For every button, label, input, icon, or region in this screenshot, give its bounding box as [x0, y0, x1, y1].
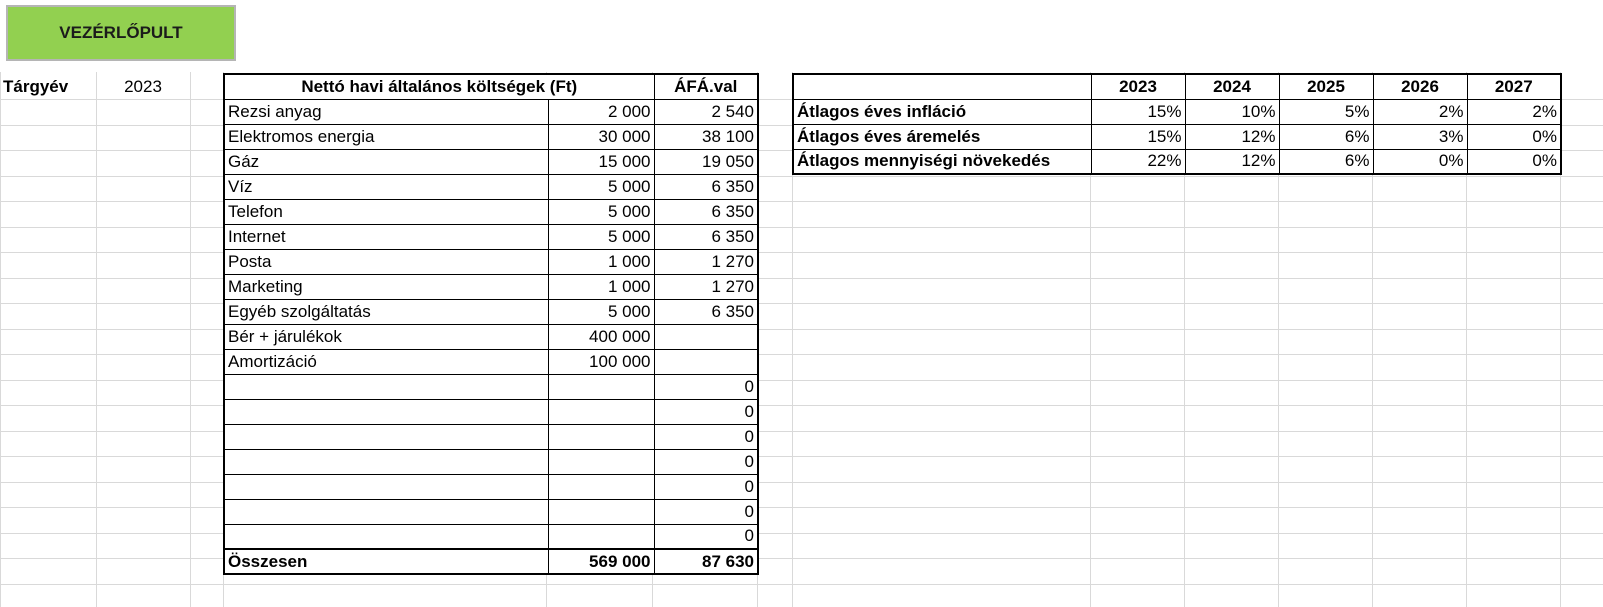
rate-value[interactable]: 12%	[1185, 149, 1279, 174]
rate-year-header: 2025	[1279, 74, 1373, 99]
rate-value[interactable]: 6%	[1279, 149, 1373, 174]
cost-item-name[interactable]: Internet	[224, 224, 548, 249]
cost-item-net[interactable]: 5 000	[548, 224, 654, 249]
rate-value[interactable]: 2%	[1467, 99, 1561, 124]
rate-value[interactable]: 10%	[1185, 99, 1279, 124]
cost-row	[224, 249, 758, 274]
dashboard-button[interactable]: VEZÉRLŐPULT	[6, 5, 236, 61]
cost-row	[224, 274, 758, 299]
cost-total-net[interactable]: 569 000	[548, 549, 654, 574]
rate-value[interactable]: 0%	[1467, 124, 1561, 149]
cost-item-vat[interactable]: 6 350	[654, 299, 758, 324]
cost-item-vat[interactable]: 0	[654, 474, 758, 499]
cost-item-vat[interactable]: 2 540	[654, 99, 758, 124]
rate-value[interactable]: 12%	[1185, 124, 1279, 149]
cost-table	[223, 73, 759, 575]
cost-item-name[interactable]	[224, 524, 548, 549]
cost-item-vat[interactable]: 0	[654, 399, 758, 424]
cost-item-net[interactable]	[548, 374, 654, 399]
rate-value[interactable]: 15%	[1091, 124, 1185, 149]
cost-item-name[interactable]: Rezsi anyag	[224, 99, 548, 124]
cost-item-vat[interactable]: 0	[654, 374, 758, 399]
rate-value[interactable]: 2%	[1373, 99, 1467, 124]
rate-value[interactable]: 0%	[1467, 149, 1561, 174]
cost-row	[224, 324, 758, 349]
cost-item-net[interactable]: 1 000	[548, 249, 654, 274]
cost-item-vat[interactable]: 0	[654, 449, 758, 474]
cost-item-net[interactable]: 5 000	[548, 299, 654, 324]
cost-item-vat[interactable]: 6 350	[654, 199, 758, 224]
cost-row	[224, 349, 758, 374]
cost-total-vat[interactable]: 87 630	[654, 549, 758, 574]
cost-row	[224, 224, 758, 249]
cost-item-name[interactable]	[224, 399, 548, 424]
cost-item-name[interactable]: Gáz	[224, 149, 548, 174]
cost-item-vat[interactable]	[654, 349, 758, 374]
rate-year-header: 2026	[1373, 74, 1467, 99]
cost-item-name[interactable]: Posta	[224, 249, 548, 274]
cost-item-name[interactable]: Amortizáció	[224, 349, 548, 374]
cost-item-net[interactable]: 30 000	[548, 124, 654, 149]
cost-row	[224, 449, 758, 474]
cost-item-name[interactable]: Víz	[224, 174, 548, 199]
cost-item-name[interactable]: Marketing	[224, 274, 548, 299]
rate-value[interactable]: 15%	[1091, 99, 1185, 124]
cost-item-net[interactable]	[548, 499, 654, 524]
cost-item-net[interactable]	[548, 524, 654, 549]
cost-item-net[interactable]	[548, 474, 654, 499]
rate-value[interactable]: 0%	[1373, 149, 1467, 174]
cost-row	[224, 524, 758, 549]
rate-year-header: 2027	[1467, 74, 1561, 99]
cost-item-name[interactable]: Telefon	[224, 199, 548, 224]
rate-row	[793, 124, 1561, 149]
cost-item-net[interactable]: 5 000	[548, 174, 654, 199]
rate-value[interactable]: 22%	[1091, 149, 1185, 174]
cost-item-net[interactable]: 5 000	[548, 199, 654, 224]
cost-item-name[interactable]	[224, 474, 548, 499]
cost-row	[224, 399, 758, 424]
cost-item-net[interactable]: 2 000	[548, 99, 654, 124]
rate-year-header: 2023	[1091, 74, 1185, 99]
cost-item-vat[interactable]: 1 270	[654, 249, 758, 274]
rate-table	[792, 73, 1562, 175]
cost-item-name[interactable]: Elektromos energia	[224, 124, 548, 149]
cost-header-vat: ÁFÁ.val	[654, 74, 758, 99]
cost-item-net[interactable]: 400 000	[548, 324, 654, 349]
rate-row	[793, 99, 1561, 124]
cost-item-net[interactable]: 15 000	[548, 149, 654, 174]
cost-row	[224, 174, 758, 199]
target-year-value[interactable]: 2023	[124, 77, 162, 96]
cost-item-net[interactable]: 1 000	[548, 274, 654, 299]
rate-row-label: Átlagos mennyiségi növekedés	[793, 149, 1091, 174]
rate-year-header: 2024	[1185, 74, 1279, 99]
cost-item-name[interactable]	[224, 374, 548, 399]
cost-header-name: Nettó havi általános költségek (Ft)	[224, 74, 654, 99]
cost-item-name[interactable]	[224, 449, 548, 474]
cost-item-net[interactable]	[548, 424, 654, 449]
cost-row	[224, 499, 758, 524]
cost-row	[224, 424, 758, 449]
cost-row	[224, 124, 758, 149]
rate-row-label: Átlagos éves infláció	[793, 99, 1091, 124]
cost-item-name[interactable]	[224, 499, 548, 524]
cost-header-row	[224, 74, 758, 99]
rate-row	[793, 149, 1561, 174]
rate-value[interactable]: 3%	[1373, 124, 1467, 149]
cost-item-vat[interactable]	[654, 324, 758, 349]
cost-item-name[interactable]: Egyéb szolgáltatás	[224, 299, 548, 324]
rate-value[interactable]: 6%	[1279, 124, 1373, 149]
cost-row	[224, 299, 758, 324]
cost-row	[224, 149, 758, 174]
cost-total-row	[224, 549, 758, 574]
cost-item-vat[interactable]: 1 270	[654, 274, 758, 299]
cost-item-net[interactable]	[548, 399, 654, 424]
cost-item-name[interactable]: Bér + járulékok	[224, 324, 548, 349]
cost-item-vat[interactable]: 0	[654, 424, 758, 449]
cost-total-label: Összesen	[224, 549, 548, 574]
cost-item-vat[interactable]: 38 100	[654, 124, 758, 149]
target-year-label: Tárgyév	[3, 77, 69, 96]
cost-item-vat[interactable]: 19 050	[654, 149, 758, 174]
rate-header-blank	[793, 74, 1091, 99]
cost-row	[224, 474, 758, 499]
cost-item-net[interactable]: 100 000	[548, 349, 654, 374]
cost-row	[224, 99, 758, 124]
rate-row-label: Átlagos éves áremelés	[793, 124, 1091, 149]
cost-item-vat[interactable]: 0	[654, 524, 758, 549]
cost-row	[224, 199, 758, 224]
cost-item-vat[interactable]: 6 350	[654, 174, 758, 199]
cost-row	[224, 374, 758, 399]
cost-item-vat[interactable]: 0	[654, 499, 758, 524]
rate-value[interactable]: 5%	[1279, 99, 1373, 124]
cost-item-vat[interactable]: 6 350	[654, 224, 758, 249]
cost-item-net[interactable]	[548, 449, 654, 474]
cost-item-name[interactable]	[224, 424, 548, 449]
rate-header-row	[793, 74, 1561, 99]
